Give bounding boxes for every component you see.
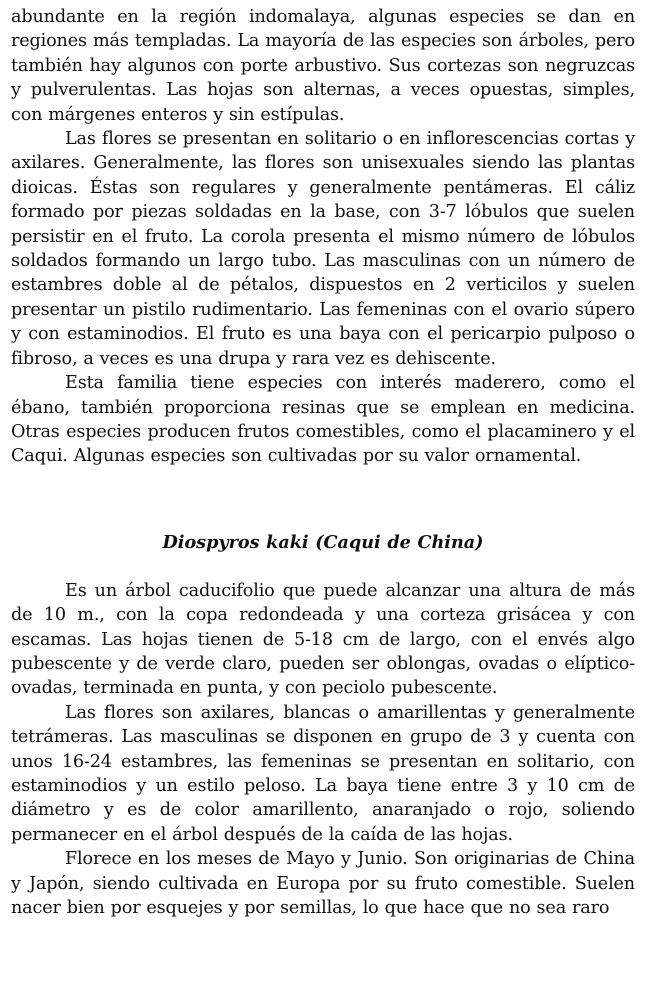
- document-page: [11, 0, 635, 920]
- intro-paragraph-1: abundante en la región indomalaya, algunas especies se dan en regiones más templadas. La mayoría de las especies son árboles, pero también hay algunos con porte arbustivo. Sus cortezas son negruzcas y pulverulentas. Las hojas son alternas, a veces opuestas, simples, con márgenes enteros y sin estípulas.: [11, 7, 635, 125]
- intro-paragraph-3: Esta familia tiene especies con interés maderero, como el ébano, también proporciona resinas que se emplean en medicina. Otras especies producen frutos comestibles, como el placaminero y el Caqui. Algunas especies son cultivadas por su valor ornamental.: [11, 373, 635, 467]
- section-paragraph-1: Es un árbol caducifolio que puede alcanzar una altura de más de 10 m., con la copa redondeada y una corteza grisácea y con escamas. Las hojas tienen de 5-18 cm de largo, con el envés algo pubescente y de verde claro, pueden ser oblongas, ovadas o elíptico-ovadas, terminada en punta, y con peciolo pubescente.: [11, 580, 635, 699]
- section-heading: Diospyros kaki (Caqui de China): [162, 531, 484, 553]
- intro-paragraph-2: Las flores se presentan en solitario o en inflorescencias cortas y axilares. Generalmente, las flores son unisexuales siendo las plantas dioicas. Éstas son regulares y generalmente pentámeras. El cáliz formado por piezas soldadas en la base, con 3-7 lóbulos que suelen persistir en el fruto. La corola presenta el mismo número de lóbulos soldados formando un largo tubo. Las masculinas con un número de estambres doble al de pétalos, dispuestos en 2 verticilos y suelen presentar un pistilo rudimentario. Las femeninas con el ovario súpero y con estaminodios. El fruto es una baya con el pericarpio pulposo o fibroso, a veces es una drupa y rara vez es dehiscente.: [11, 129, 635, 369]
- section-paragraph-3: Florece en los meses de Mayo y Junio. Son originarias de China y Japón, siendo cultivada en Europa por su fruto comestible. Suelen nacer bien por esquejes y por semillas, lo que hace que no sea raro: [11, 849, 635, 918]
- section-paragraph-2: Las flores son axilares, blancas o amarillentas y generalmente tetrámeras. Las masculinas se disponen en grupo de 3 y cuenta con unos 16-24 estambres, las femeninas se presentan en solitario, con estaminodios y un estilo peloso. La baya tiene entre 3 y 10 cm de diámetro y es de color amarillento, anaranjado o rojo, soliendo permanecer en el árbol después de la caída de las hojas.: [11, 702, 635, 845]
